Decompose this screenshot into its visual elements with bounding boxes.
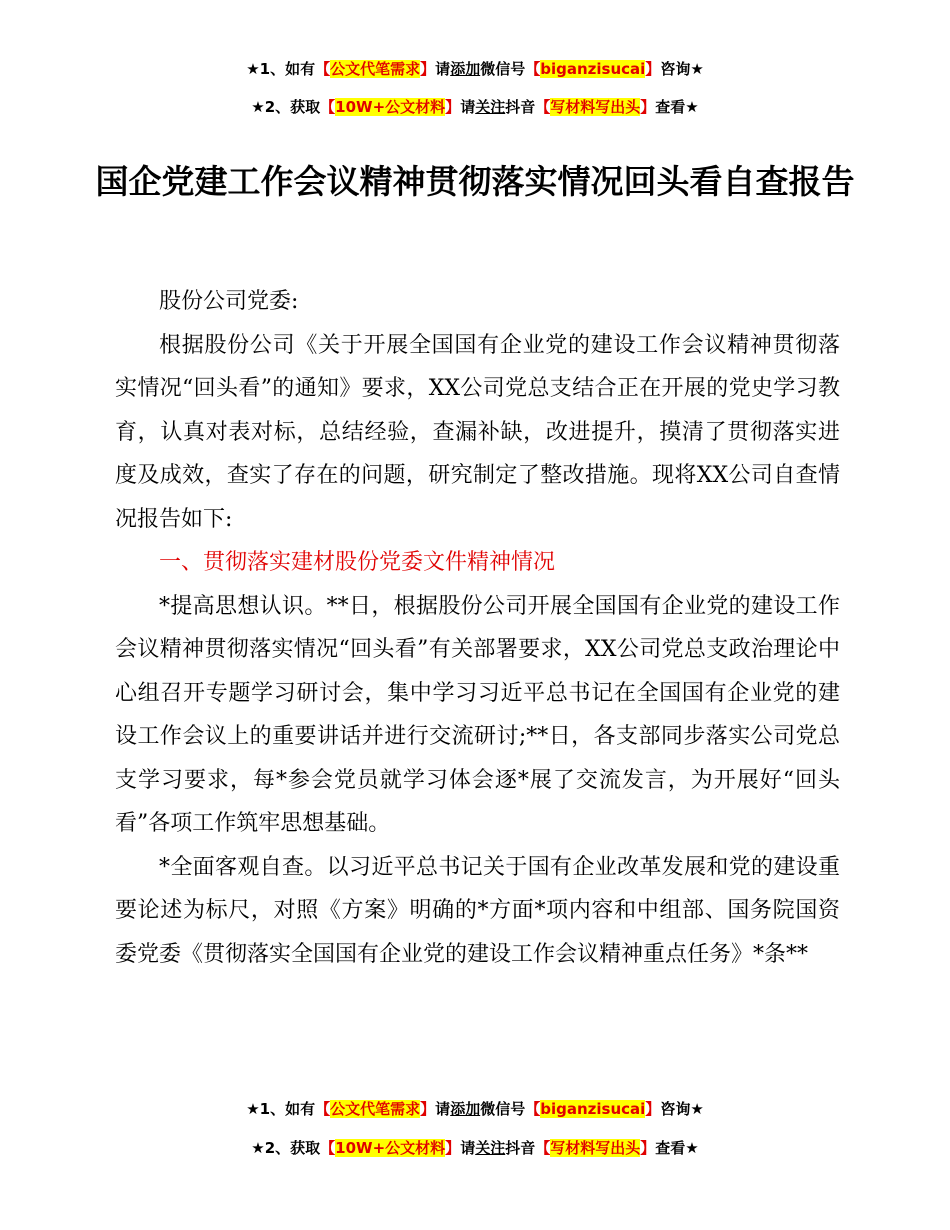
promo-underlined: 添加 — [450, 60, 481, 78]
promo-prefix: ★2、获取 — [251, 1139, 321, 1157]
bracket-close: 】 — [445, 1139, 461, 1157]
promo-text: 请 — [460, 1139, 476, 1157]
bracket-close: 】 — [645, 1100, 661, 1118]
bracket-open: 【 — [315, 1100, 331, 1118]
promo-line-top-1 — [0, 58, 950, 79]
promo-highlight-id: biganzisucai — [540, 60, 646, 78]
bracket-close: 】 — [640, 1139, 656, 1157]
promo-line-bottom-2 — [0, 1137, 950, 1158]
bracket-close: 】 — [445, 98, 461, 116]
bracket-close: 】 — [645, 60, 661, 78]
body-paragraph: *提高思想认识。**日，根据股份公司开展全国国有企业党的建设工作会议精神贯彻落实情况“回头看”有关部署要求，XX公司党总支政治理论中心组召开专题学习研讨会，集中学习习近平总书记在全国国有企业党的建设工作会议上的重要讲话并进行交流研讨;**日，各支部同步落实公司党总支学习要求，每*参会党员就学习体会逐*展了交流发言，为开展好“回头看”各项工作筑牢思想基础。 — [115, 593, 840, 836]
bracket-open: 【 — [320, 98, 336, 116]
salutation: 股份公司党委: — [159, 289, 299, 314]
promo-text: 微信号 — [480, 60, 526, 78]
promo-highlight: 10W+公文材料 — [335, 98, 446, 116]
promo-underlined: 关注 — [475, 98, 506, 116]
promo-highlight: 10W+公文材料 — [335, 1139, 446, 1157]
promo-suffix: 咨询★ — [660, 60, 704, 78]
bracket-close: 】 — [420, 60, 436, 78]
promo-line-top-2 — [0, 96, 950, 117]
promo-prefix: ★1、如有 — [246, 60, 316, 78]
promo-prefix: ★1、如有 — [246, 1100, 316, 1118]
promo-suffix: 咨询★ — [660, 1100, 704, 1118]
bracket-open: 【 — [525, 60, 541, 78]
promo-text: 请 — [435, 60, 451, 78]
bracket-open: 【 — [535, 1139, 551, 1157]
promo-highlight-id: 写材料写出头 — [550, 98, 641, 116]
promo-suffix: 查看★ — [655, 1139, 699, 1157]
promo-highlight: 公文代笔需求 — [330, 60, 421, 78]
bracket-open: 【 — [525, 1100, 541, 1118]
body-paragraph: 根据股份公司《关于开展全国国有企业党的建设工作会议精神贯彻落实情况“回头看”的通知》要求，XX公司党总支结合正在开展的党史学习教育，认真对表对标，总结经验，查漏补缺，改进提升，摸清了贯彻落实进度及成效，查实了存在的问题，研究制定了整改措施。现将XX公司自查情况报告如下: — [115, 332, 840, 532]
bracket-close: 】 — [420, 1100, 436, 1118]
promo-prefix: ★2、获取 — [251, 98, 321, 116]
body-paragraph: *全面客观自查。以习近平总书记关于国有企业改革发展和党的建设重要论述为标尺，对照《方案》明确的*方面*项内容和中组部、国务院国资委党委《贯彻落实全国国有企业党的建设工作会议精神重点任务》*条** — [115, 854, 840, 967]
promo-text: 抖音 — [505, 1139, 536, 1157]
bracket-close: 】 — [640, 98, 656, 116]
promo-highlight-id: biganzisucai — [540, 1100, 646, 1118]
bracket-open: 【 — [320, 1139, 336, 1157]
promo-highlight: 公文代笔需求 — [330, 1100, 421, 1118]
document-title: 国企党建工作会议精神贯彻落实情况回头看自查报告 — [95, 162, 855, 201]
section-heading: 一、贯彻落实建材股份党委文件精神情况 — [159, 550, 556, 575]
promo-highlight-id: 写材料写出头 — [550, 1139, 641, 1157]
promo-text: 请 — [435, 1100, 451, 1118]
promo-underlined: 关注 — [475, 1139, 506, 1157]
promo-suffix: 查看★ — [655, 98, 699, 116]
promo-text: 请 — [460, 98, 476, 116]
promo-underlined: 添加 — [450, 1100, 481, 1118]
promo-text: 微信号 — [480, 1100, 526, 1118]
bracket-open: 【 — [535, 98, 551, 116]
promo-text: 抖音 — [505, 98, 536, 116]
bracket-open: 【 — [315, 60, 331, 78]
document-body — [115, 280, 840, 976]
promo-line-bottom-1 — [0, 1098, 950, 1119]
